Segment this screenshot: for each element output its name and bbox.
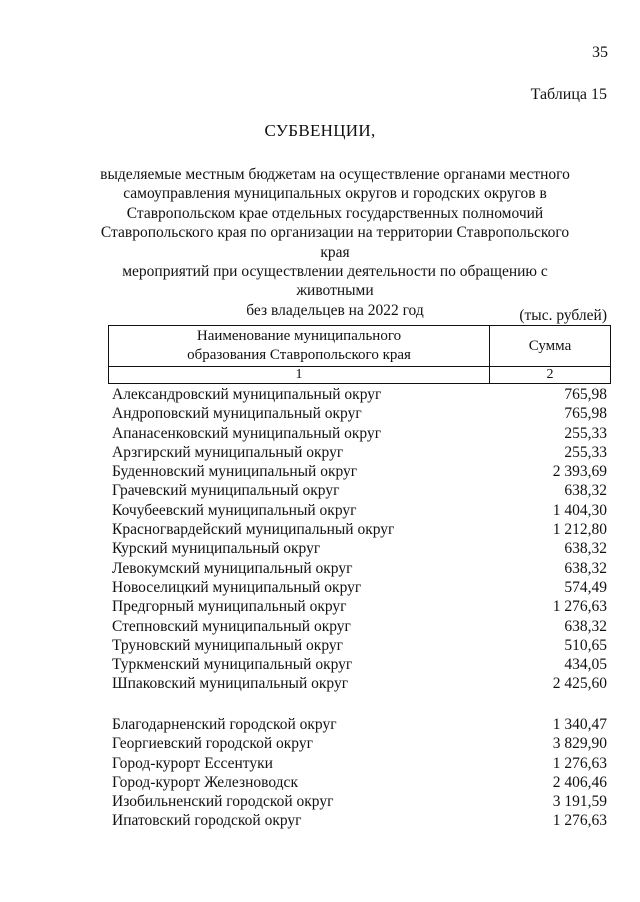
table-row bbox=[112, 811, 607, 830]
row-name: Новоселицкий муниципальный округ bbox=[112, 578, 362, 596]
table-row bbox=[112, 539, 607, 558]
row-name: Изобильненский городской округ bbox=[112, 793, 334, 811]
row-name: Курский муниципальный округ bbox=[112, 540, 321, 558]
row-name: Труновский муниципальный округ bbox=[112, 636, 343, 654]
row-amount: 638,32 bbox=[564, 617, 607, 635]
row-amount: 1 276,63 bbox=[552, 598, 607, 616]
row-name: Буденновский муниципальный округ bbox=[112, 463, 358, 481]
table-row bbox=[112, 385, 607, 404]
header-name-line: образования Ставропольского края bbox=[187, 347, 411, 363]
subtitle-line: выделяемые местным бюджетам на осуществление органами местного bbox=[100, 166, 570, 183]
row-amount: 255,33 bbox=[564, 443, 607, 461]
table-label: Таблица 15 bbox=[530, 86, 607, 103]
row-amount: 2 425,60 bbox=[552, 675, 607, 693]
table-row bbox=[112, 617, 607, 636]
row-name: Город-курорт Железноводск bbox=[112, 773, 298, 791]
row-amount: 1 340,47 bbox=[552, 716, 607, 733]
row-amount: 3 191,59 bbox=[552, 793, 607, 811]
row-name: Туркменский муниципальный округ bbox=[112, 656, 353, 674]
row-amount: 765,98 bbox=[564, 405, 607, 423]
row-name: Георгиевский городской округ bbox=[112, 735, 313, 753]
units-label: (тыс. рублей) bbox=[519, 307, 607, 324]
row-amount: 574,49 bbox=[564, 578, 607, 596]
table-row bbox=[112, 424, 607, 443]
row-amount: 638,32 bbox=[564, 482, 607, 500]
row-amount: 2 406,46 bbox=[552, 773, 607, 791]
row-name: Александровский муниципальный округ bbox=[112, 386, 382, 403]
city-districts-list bbox=[112, 715, 607, 831]
row-amount: 510,65 bbox=[564, 636, 607, 654]
document-title: СУБВЕНЦИИ, bbox=[264, 121, 376, 140]
table-row bbox=[112, 655, 607, 674]
row-amount: 255,33 bbox=[564, 424, 607, 442]
row-name: Город-курорт Ессентуки bbox=[112, 754, 273, 772]
subtitle-line: Ставропольском крае отдельных государственных полномочий bbox=[126, 204, 544, 222]
header-col-number: 2 bbox=[490, 367, 611, 384]
row-amount: 638,32 bbox=[564, 559, 607, 577]
header-name-cell bbox=[109, 326, 490, 367]
table-row bbox=[112, 715, 607, 734]
table-row bbox=[112, 754, 607, 773]
subtitle-line: Ставропольского края по организации на территории Ставропольского края bbox=[100, 224, 570, 261]
row-amount: 1 212,80 bbox=[552, 521, 607, 539]
row-amount: 3 829,90 bbox=[552, 735, 607, 753]
table-row bbox=[112, 597, 607, 616]
subtitle-line: без владельцев на 2022 год bbox=[246, 301, 424, 319]
table-row bbox=[112, 578, 607, 597]
table-row bbox=[112, 559, 607, 578]
row-amount: 1 276,63 bbox=[552, 754, 607, 772]
table-row bbox=[112, 520, 607, 539]
table-row bbox=[112, 792, 607, 811]
row-name: Андроповский муниципальный округ bbox=[112, 405, 362, 423]
row-name: Левокумский муниципальный округ bbox=[112, 559, 353, 577]
table-row bbox=[112, 636, 607, 655]
row-name: Степновский муниципальный округ bbox=[112, 617, 351, 635]
table-row bbox=[112, 443, 607, 462]
row-amount: 1 276,63 bbox=[552, 812, 607, 830]
table-row bbox=[112, 404, 607, 423]
municipal-districts-list bbox=[112, 385, 607, 694]
table-row bbox=[112, 501, 607, 520]
subtitle-line: мероприятий при осуществлении деятельности по обращению с животными bbox=[122, 263, 548, 300]
table-row bbox=[112, 462, 607, 481]
row-name: Шпаковский муниципальный округ bbox=[112, 675, 349, 693]
table-row bbox=[112, 674, 607, 693]
row-name: Ипатовский городской округ bbox=[112, 812, 302, 830]
table-header bbox=[108, 325, 611, 384]
header-name-line: Наименование муниципального bbox=[196, 328, 402, 344]
document-subtitle bbox=[100, 165, 570, 320]
row-name: Кочубеевский муниципальный округ bbox=[112, 501, 357, 519]
row-amount: 1 404,30 bbox=[552, 501, 607, 519]
subtitle-line: самоуправления муниципальных округов и городских округов в bbox=[123, 185, 547, 203]
row-amount: 765,98 bbox=[564, 386, 607, 403]
row-name: Красногвардейский муниципальный округ bbox=[112, 521, 395, 539]
row-amount: 2 393,69 bbox=[552, 463, 607, 481]
row-name: Арзгирский муниципальный округ bbox=[112, 443, 344, 461]
row-name: Грачевский муниципальный округ bbox=[112, 482, 340, 500]
header-col-number: 1 bbox=[109, 367, 490, 384]
row-name: Благодарненский городской округ bbox=[112, 716, 337, 733]
row-name: Предгорный муниципальный округ bbox=[112, 598, 347, 616]
row-name: Апанасенковский муниципальный округ bbox=[112, 424, 382, 442]
table-row bbox=[112, 734, 607, 753]
header-amount-cell: Сумма bbox=[490, 326, 611, 367]
page-number: 35 bbox=[592, 44, 608, 61]
row-amount: 638,32 bbox=[564, 540, 607, 558]
table-row bbox=[112, 773, 607, 792]
table-row bbox=[112, 481, 607, 500]
row-amount: 434,05 bbox=[564, 656, 607, 674]
